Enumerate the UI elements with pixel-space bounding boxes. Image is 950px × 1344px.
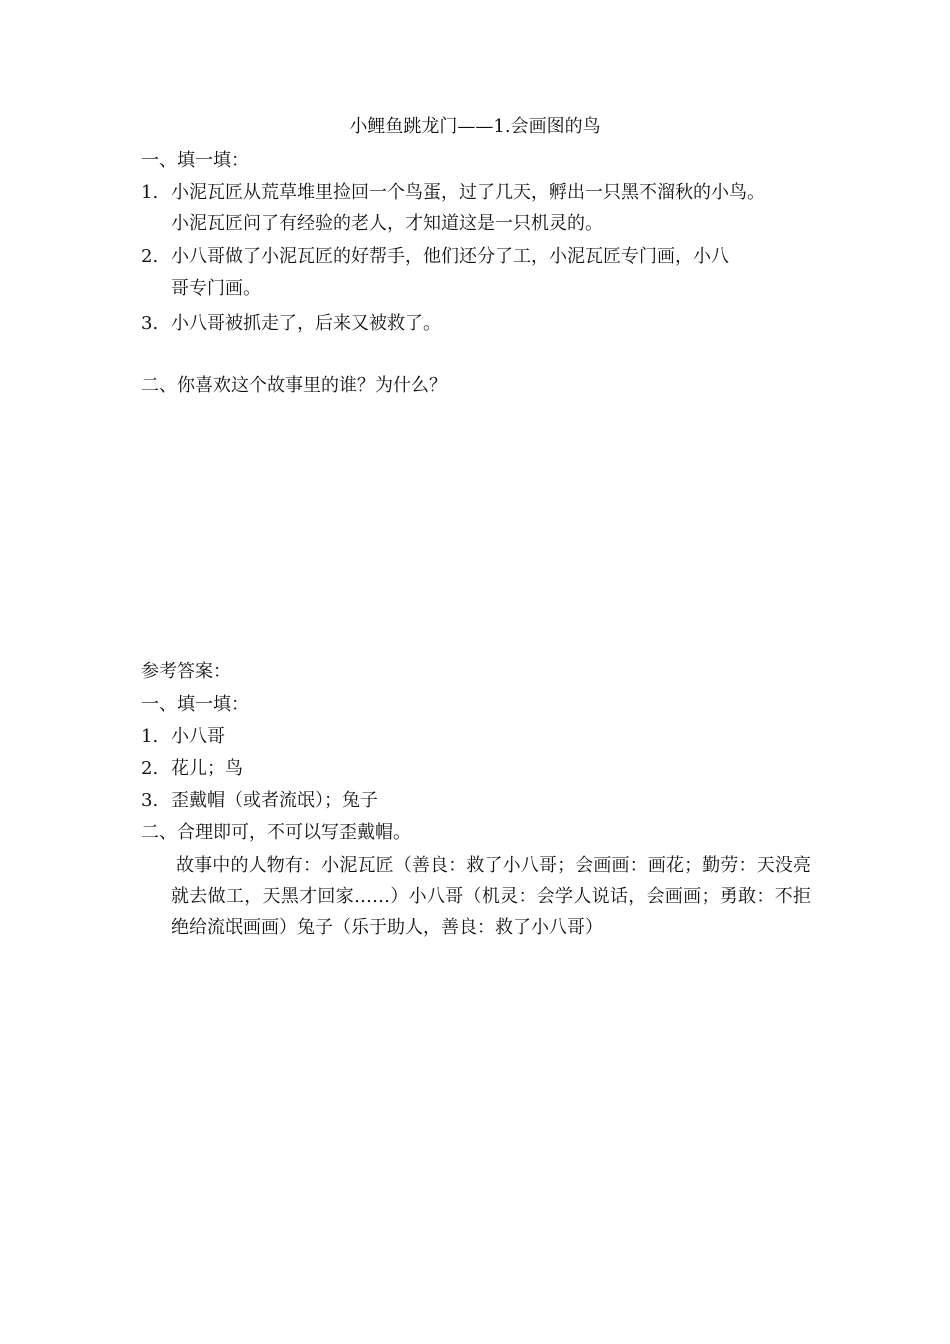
answer-3 xyxy=(141,790,378,812)
answer-2-number: 2. xyxy=(141,758,159,779)
question-1-line-2: 小泥瓦匠问了有经验的老人，才知道这是一只机灵的。 xyxy=(171,213,603,234)
answers-part2-paragraph: 故事中的人物有：小泥瓦匠（善良：救了小八哥；会画画：画花；勤劳：天没亮就去做工，天黑才回家……）小八哥（机灵：会学人说话，会画画；勇敢：不拒绝给流氓画画）兔子（乐于助人，善良：救了小八哥） xyxy=(171,855,811,938)
question-3 xyxy=(141,313,441,335)
answer-2 xyxy=(141,758,243,780)
document-title: 小鲤鱼跳龙门——1.会画图的鸟 xyxy=(349,116,601,137)
answers-part2-heading: 二、合理即可，不可以写歪戴帽。 xyxy=(141,822,411,843)
question-1-text: 小泥瓦匠从荒草堆里捡回一个鸟蛋，过了几天，孵出一只黑不溜秋的小鸟。 xyxy=(171,182,765,203)
question-2-number: 2. xyxy=(141,246,159,267)
question-1-number: 1. xyxy=(141,182,159,203)
answer-1 xyxy=(141,726,225,748)
question-2-text: 小八哥做了小泥瓦匠的好帮手，他们还分了工，小泥瓦匠专门画，小八 xyxy=(171,246,729,267)
answer-1-text: 小八哥 xyxy=(171,726,225,747)
part1-heading: 一、填一填： xyxy=(141,150,249,171)
question-1-line-1 xyxy=(141,182,765,204)
question-2-line-1 xyxy=(141,246,729,268)
answers-heading: 参考答案： xyxy=(141,661,231,682)
question-3-text: 小八哥被抓走了，后来又被救了。 xyxy=(171,313,441,334)
question-3-number: 3. xyxy=(141,313,159,334)
answer-2-text: 花儿；鸟 xyxy=(171,758,243,779)
answer-3-number: 3. xyxy=(141,790,159,811)
question-2-line-2: 哥专门画。 xyxy=(171,278,261,299)
answer-1-number: 1. xyxy=(141,726,159,747)
part2-heading: 二、你喜欢这个故事里的谁？为什么？ xyxy=(141,375,447,396)
answers-part1-heading: 一、填一填： xyxy=(141,694,249,715)
answer-3-text: 歪戴帽（或者流氓）；兔子 xyxy=(171,790,378,811)
